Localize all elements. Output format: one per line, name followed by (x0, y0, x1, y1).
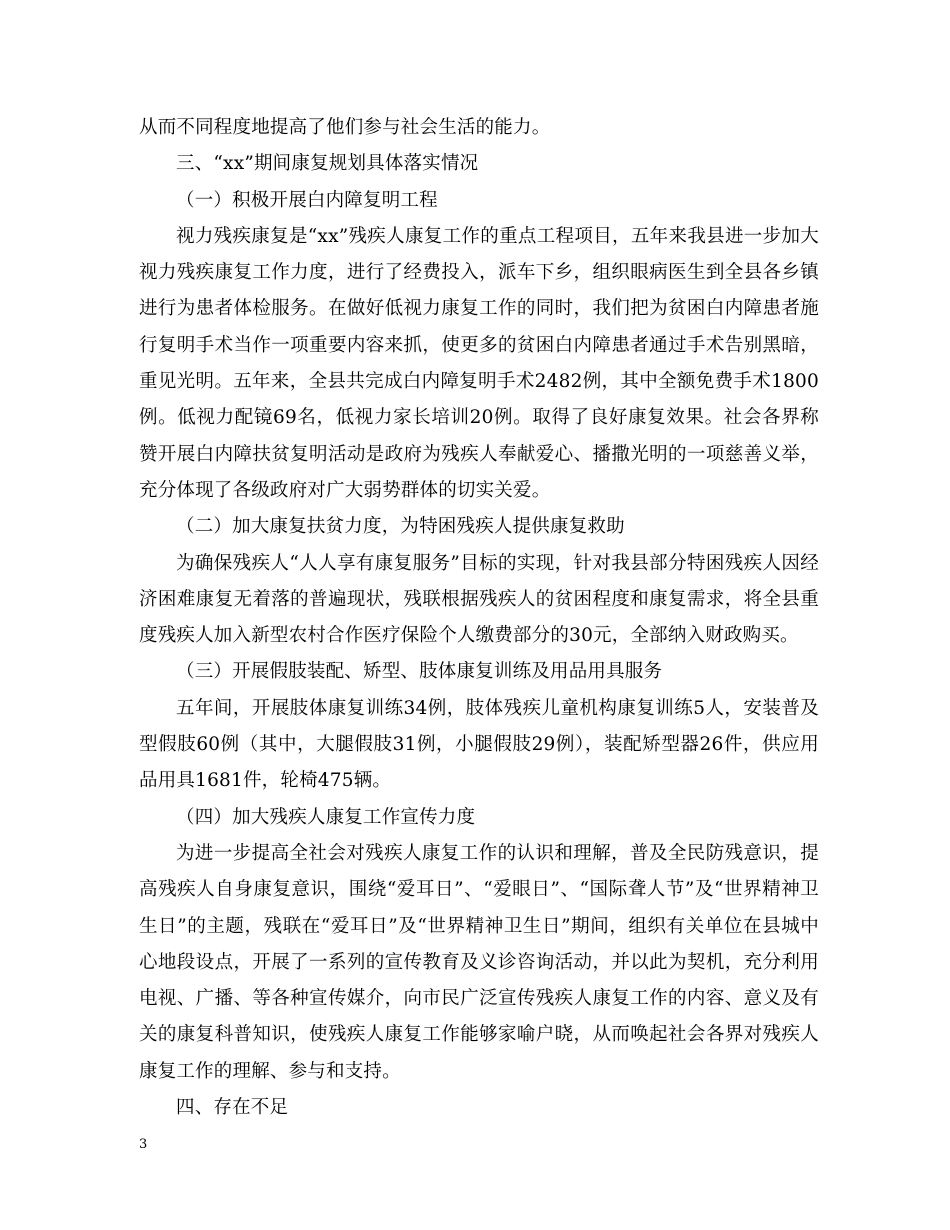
paragraph-vision-rehab: 视力残疾康复是“xx”残疾人康复工作的重点工程项目，五年来我县进一步加大视力残疾康复工作力度，进行了经费投入，派车下乡，组织眼病医生到全县各乡镇进行为患者体检服务。在做好低视力康复工作的同时，我们把为贫困白内障患者施行复明手术当作一项重要内容来抓，使更多的贫困白内障患者通过手术告别黑暗，重见光明。五年来，全县共完成白内障复明手术2482例，其中全额免费手术1800例。低视力配镜69名，低视力家长培训20例。取得了良好康复效果。社会各界称赞开展白内障扶贫复明活动是政府为残疾人奉献爱心、播撒光明的一项慈善义举，充分体现了各级政府对广大弱势群体的切实关爱。 (139, 225, 819, 501)
subheading-publicity: （四）加大残疾人康复工作宣传力度 (176, 806, 476, 828)
document-body (139, 110, 819, 1126)
subheading-prosthetics: （三）开展假肢装配、矫型、肢体康复训练及用品用具服务 (176, 661, 663, 683)
paragraph-poverty-relief: 为确保残疾人“人人享有康复服务”目标的实现，针对我县部分特困残疾人因经济困难康复无着落的普遍现状，残联根据残疾人的贫困程度和康复需求，将全县重度残疾人加入新型农村合作医疗保险个人缴费部分的30元，全部纳入财政购买。 (139, 552, 819, 647)
paragraph-prosthetics: 五年间，开展肢体康复训练34例，肢体残疾儿童机构康复训练5人，安装普及型假肢60例（其中，大腿假肢31例，小腿假肢29例），装配矫型器26件，供应用品用具1681件，轮椅475辆。 (139, 697, 819, 792)
section-heading-shortcomings: 四、存在不足 (176, 1097, 289, 1119)
subheading-poverty-relief: （二）加大康复扶贫力度，为特困残疾人提供康复救助 (176, 516, 625, 538)
paragraph-continuation: 从而不同程度地提高了他们参与社会生活的能力。 (139, 117, 551, 138)
section-heading-implementation: 三、“xx”期间康复规划具体落实情况 (176, 153, 479, 175)
page-number: 3 (139, 1137, 148, 1152)
subheading-cataract-project: （一）积极开展白内障复明工程 (176, 189, 438, 211)
paragraph-publicity: 为进一步提高全社会对残疾人康复工作的认识和理解，普及全民防残意识，提高残疾人自身康复意识，围绕“爱耳日”、“爱眼日”、“国际聋人节”及“世界精神卫生日”的主题，残联在“爱耳日”及“世界精神卫生日”期间，组织有关单位在县城中心地段设点，开展了一系列的宣传教育及义诊咨询活动，并以此为契机，充分利用电视、广播、等各种宣传媒介，向市民广泛宣传残疾人康复工作的内容、意义及有关的康复科普知识，使残疾人康复工作能够家喻户晓，从而唤起社会各界对残疾人康复工作的理解、参与和支持。 (139, 842, 819, 1082)
